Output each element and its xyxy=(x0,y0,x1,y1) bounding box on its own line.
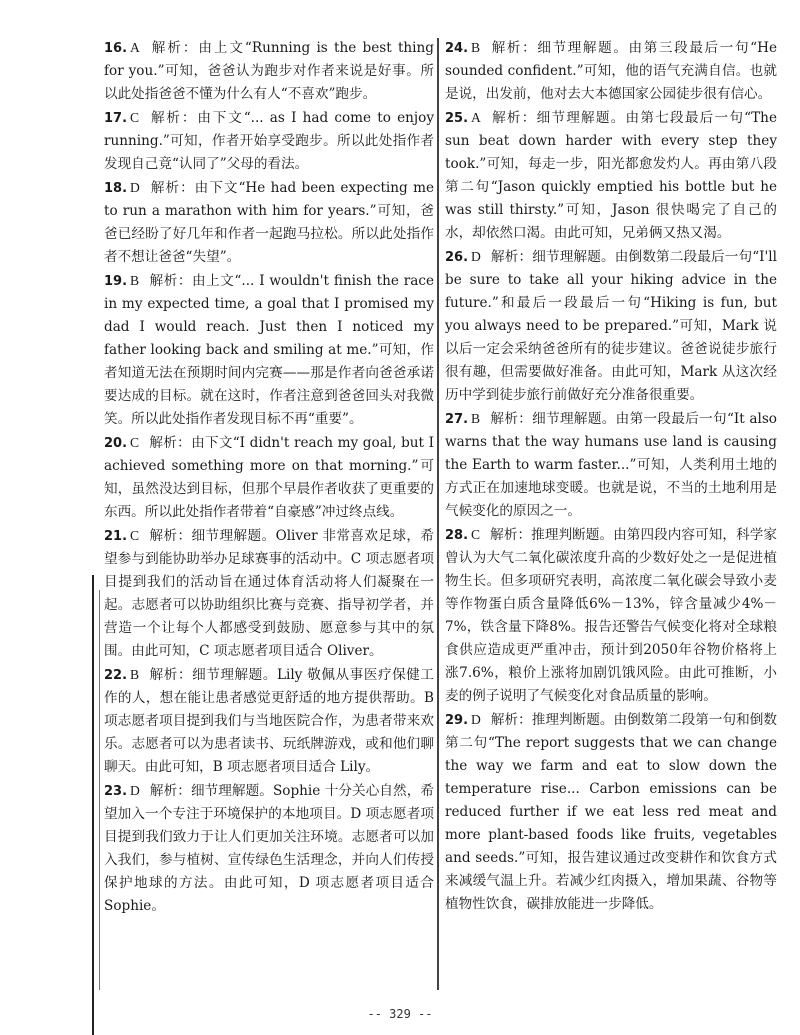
binding-margin-line-secondary xyxy=(99,590,100,990)
item-answer: B xyxy=(471,411,481,426)
item-answer: D xyxy=(471,249,481,264)
item-explanation: 解析：细节理解题。由第三段最后一句“He sounded confident.”可知，他的语气充满自信。也就是说，出发前，他对去大本德国家公园徒步很有信心。 xyxy=(445,40,777,102)
item-explanation: 解析：由上文“... I wouldn't finish the race in my expected time, a goal that I promised my dad I would reach. Just then I noticed my father looking back and smiling at me.”可知，作者知道无法在预期时间内完赛——那是作者向爸爸承诺要达成的目标。就在这时，作者注意到爸爸回头对我微笑。所以此处指作者发现目标不再“重要”。 xyxy=(104,273,434,427)
item-answer: A xyxy=(471,110,481,125)
answer-item-19 xyxy=(104,269,434,431)
item-answer: A xyxy=(130,40,140,55)
item-explanation: 解析：细节理解题。由倒数第二段最后一句“I'll be sure to take all your hiking advice in the future.”和最后一段最后一句“Hiking is fun, but you always need to be prepared.”可知，Mark 说以后一定会采纳爸爸所有的徒步建议。爸爸说徒步旅行很有趣，但需要做好准备。由此可知，Mark 从这次经历中学到徒步旅行前做好充分准备很重要。 xyxy=(445,249,777,403)
item-number: 17. xyxy=(104,111,128,126)
item-explanation: 解析：细节理解题。Sophie 十分关心自然，希望加入一个专注于环境保护的本地项目。D 项志愿者项目提到我们致力于让人们更加关注环境。志愿者可以加入我们，参与植树、宣传绿色生活理念，并向人们传授保护地球的方法。由此可知，D 项志愿者项目适合 Sophie。 xyxy=(104,783,434,914)
right-column xyxy=(445,36,777,916)
answer-item-20 xyxy=(104,431,434,524)
item-number: 19. xyxy=(104,274,128,289)
item-explanation: 解析：由下文“I didn't reach my goal, but I achieved something more on that morning.”可知，虽然没达到目标，但那个早晨作者收获了更重要的东西。所以此处指作者带着“自豪感”冲过终点线。 xyxy=(104,435,434,520)
item-answer: C xyxy=(130,435,140,450)
item-explanation: 解析：由下文“... as I had come to enjoy running.”可知，作者开始享受跑步。所以此处指作者发现自己竟“认同了”父母的看法。 xyxy=(104,110,434,172)
item-number: 20. xyxy=(104,436,128,451)
left-column xyxy=(104,36,434,918)
item-explanation: 解析：细节理解题。Oliver 非常喜欢足球，希望参与到能协助举办足球赛事的活动中。C 项志愿者项目提到我们的活动旨在通过体育活动将人们凝聚在一起。志愿者可以协助组织比赛与竞赛、指导初学者，并营造一个让每个人都感受到鼓励、愿意参与其中的氛围。由此可知，C 项志愿者项目适合 Oliver。 xyxy=(104,528,434,659)
answer-item-27 xyxy=(445,407,777,523)
answer-item-22 xyxy=(104,663,434,779)
item-answer: B xyxy=(130,667,140,682)
item-answer: D xyxy=(130,180,140,195)
answer-item-17 xyxy=(104,106,434,176)
item-number: 21. xyxy=(104,529,128,544)
item-answer: B xyxy=(471,40,481,55)
answer-item-29 xyxy=(445,708,777,916)
answer-item-16 xyxy=(104,36,434,106)
answer-item-26 xyxy=(445,245,777,407)
answer-item-24 xyxy=(445,36,777,106)
item-answer: D xyxy=(130,783,140,798)
item-number: 26. xyxy=(445,250,469,265)
item-explanation: 解析：细节理解题。Lily 敬佩从事医疗保健工作的人，想在能让患者感觉更舒适的地方提供帮助。B 项志愿者项目提到我们与当地医院合作，为患者带来欢乐。志愿者可以为患者读书、玩纸牌游戏，或和他们聊聊天。由此可知，B 项志愿者项目适合 Lily。 xyxy=(104,667,434,775)
item-explanation: 解析：由上文“Running is the best thing for you.”可知，爸爸认为跑步对作者来说是好事。所以此处指爸爸不懂为什么有人“不喜欢”跑步。 xyxy=(104,40,434,102)
item-number: 29. xyxy=(445,713,469,728)
item-answer: C xyxy=(130,110,140,125)
item-number: 22. xyxy=(104,668,128,683)
item-number: 18. xyxy=(104,181,128,196)
item-number: 25. xyxy=(445,111,469,126)
item-answer: D xyxy=(471,712,481,727)
item-number: 24. xyxy=(445,41,469,56)
item-number: 16. xyxy=(104,41,128,56)
item-answer: C xyxy=(130,528,140,543)
answer-item-25 xyxy=(445,106,777,245)
page-number: -- 329 -- xyxy=(367,1007,433,1021)
item-number: 28. xyxy=(445,528,469,543)
column-divider xyxy=(437,38,439,990)
item-explanation: 解析：细节理解题。由第七段最后一句“The sun beat down harder with every step they took.”可知，每走一步，阳光都愈发灼人。再由第八段第二句“Jason quickly emptied his bottle but he was still thirsty.”可知，Jason 很快喝完了自己的水，却依然口渴。由此可知，兄弟俩又热又渴。 xyxy=(445,110,777,241)
item-answer: C xyxy=(471,527,481,542)
item-explanation: 解析：推理判断题。由倒数第二段第一句和倒数第二句“The report suggests that we can change the way we farm and eat to slow down the temperature rise... Carbon emissions can be reduced further if we eat less red meat and more plant-based foods like fruits, vegetables and seeds.”可知，报告建议通过改变耕作和饮食方式来减缓气温上升。若减少红肉摄入，增加果蔬、谷物等植物性饮食，碳排放能进一步降低。 xyxy=(445,712,777,912)
item-explanation: 解析：推理判断题。由第四段内容可知，科学家曾认为大气二氧化碳浓度升高的少数好处之一是促进植物生长。但多项研究表明，高浓度二氧化碳会导致小麦等作物蛋白质含量降低6%－13%，锌含量减少4%－7%，铁含量下降8%。报告还警告气候变化将对全球粮食供应造成更严重冲击，预计到2050年谷物价格将上涨7.6%，粮价上涨将加剧饥饿风险。由此可推断，小麦的例子说明了气候变化对食品质量的影响。 xyxy=(445,527,777,704)
answer-item-21 xyxy=(104,524,434,663)
item-explanation: 解析：细节理解题。由第一段最后一句“It also warns that the way humans use land is causing the Earth to warm faster...”可知，人类利用土地的方式正在加速地球变暖。也就是说，不当的土地利用是气候变化的原因之一。 xyxy=(445,411,777,519)
item-number: 27. xyxy=(445,412,469,427)
answer-item-18 xyxy=(104,176,434,269)
item-answer: B xyxy=(130,273,140,288)
item-number: 23. xyxy=(104,784,128,799)
answer-item-28 xyxy=(445,523,777,708)
item-explanation: 解析：由下文“He had been expecting me to run a marathon with him for years.”可知，爸爸已经盼了好几年和作者一起跑马拉松。所以此处指作者不想让爸爸“失望”。 xyxy=(104,180,434,265)
answer-item-23 xyxy=(104,779,434,918)
binding-margin-line xyxy=(92,575,94,1035)
